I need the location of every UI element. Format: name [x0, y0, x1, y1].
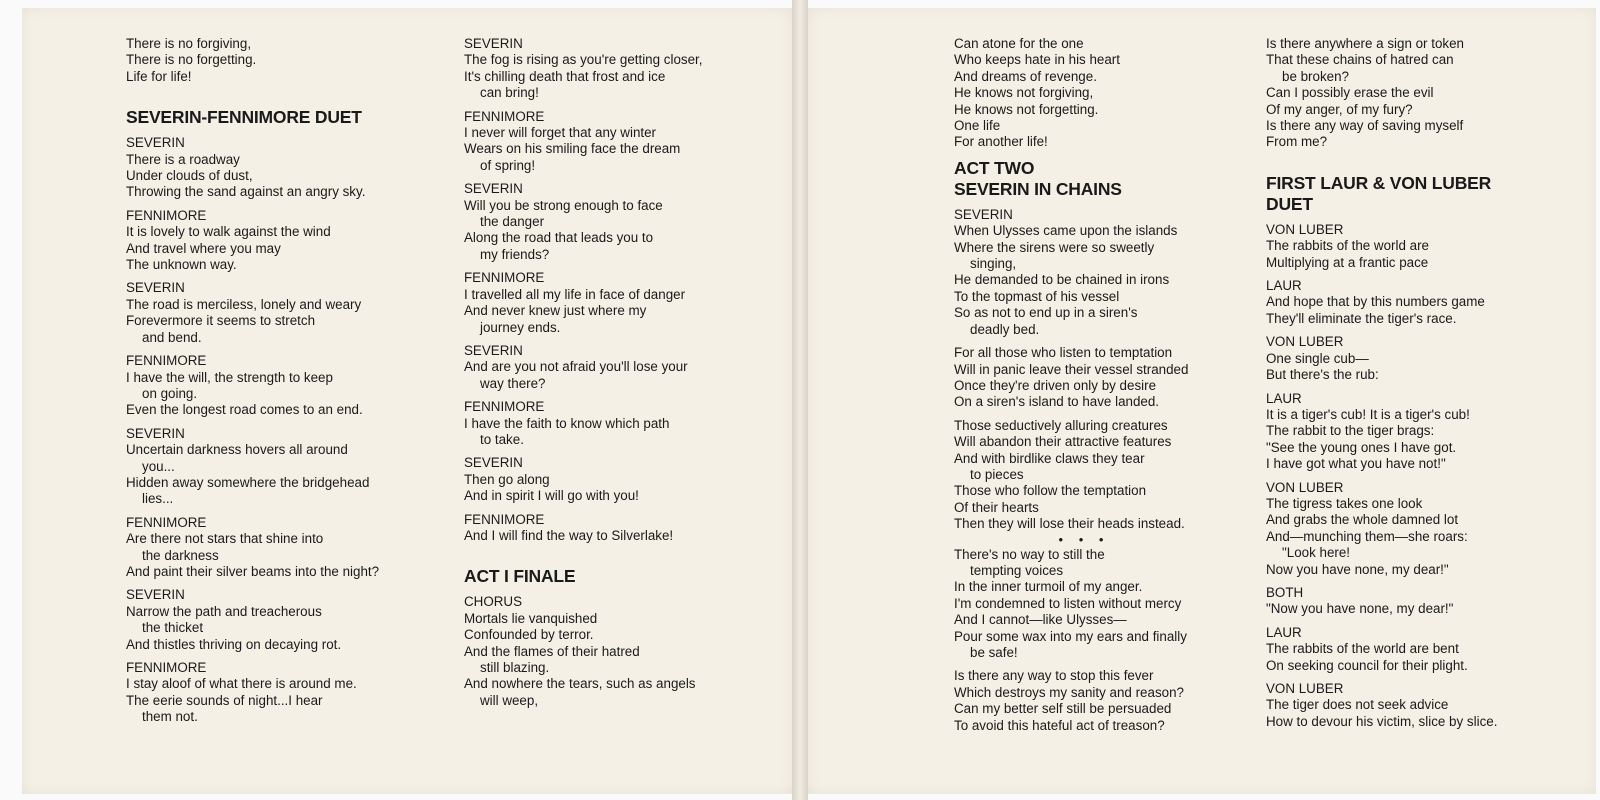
lyric-line: SEVERIN	[464, 455, 523, 471]
lyric-line: "See the young ones I have got.	[1266, 439, 1457, 455]
lyric-line: be safe!	[970, 645, 1018, 660]
lyric-line: And paint their silver beams into the night?	[126, 563, 380, 579]
lyric-line: Hidden away somewhere the bridgehead	[126, 474, 370, 490]
lyric-line: Which destroys my sanity and reason?	[954, 684, 1184, 700]
lyric-line: Mortals lie vanquished	[464, 610, 598, 626]
lyric-line: Life for life!	[126, 68, 192, 84]
lyric-line: Who keeps hate in his heart	[954, 52, 1120, 68]
lyric-line: the danger	[480, 214, 545, 230]
lyric-line: Is there any way of saving myself	[1266, 118, 1464, 134]
lyric-line: and bend.	[142, 329, 202, 345]
lyric-line: So as not to end up in a siren's	[954, 305, 1138, 321]
lyrics-column-2	[464, 36, 784, 709]
lyric-line: Is there anywhere a sign or token	[1266, 36, 1464, 51]
lyric-line: LAUR	[1266, 278, 1302, 294]
lyric-line: singing,	[970, 256, 1017, 272]
lyrics-column-1	[126, 36, 446, 726]
lyric-line: It's chilling death that frost and ice	[464, 68, 666, 84]
lyric-line: But there's the rub:	[1266, 367, 1379, 383]
lyric-line: For all those who listen to temptation	[954, 345, 1173, 361]
lyric-line: On a siren's island to have landed.	[954, 394, 1160, 410]
lyric-line: the thicket	[142, 620, 204, 636]
lyric-line: Then go along	[464, 471, 550, 487]
lyric-line: And I will find the way to Silverlake!	[464, 527, 674, 543]
lyric-line: The fog is rising as you're getting closer,	[464, 52, 703, 68]
lyric-line: And travel where you may	[126, 240, 281, 256]
lyric-line: It is a tiger's cub! It is a tiger's cub!	[1266, 406, 1470, 422]
lyric-line: And I cannot—like Ulysses—	[954, 612, 1127, 628]
lyric-line: Then they will lose their heads instead.	[954, 516, 1185, 532]
lyric-line: BOTH	[1266, 584, 1304, 600]
lyric-line: FENNIMORE	[464, 511, 545, 527]
lyric-line: VON LUBER	[1266, 479, 1344, 495]
lyric-line: tempting voices	[970, 562, 1064, 578]
lyric-line: SEVERIN	[126, 425, 185, 441]
lyric-line: They'll eliminate the tiger's race.	[1266, 310, 1457, 326]
lyric-line: Can my better self still be persuaded	[954, 701, 1172, 717]
lyric-line: "Look here!	[1282, 545, 1351, 561]
lyric-line: FENNIMORE	[464, 399, 545, 415]
lyric-line: There's no way to still the	[954, 546, 1105, 562]
lyric-line: FENNIMORE	[126, 660, 207, 675]
lyric-line: Will in panic leave their vessel stranded	[954, 361, 1189, 377]
lyric-line: And never knew just where my	[464, 303, 647, 319]
lyric-line: CHORUS	[464, 594, 523, 610]
lyric-line: Even the longest road comes to an end.	[126, 402, 363, 418]
lyric-line: on going.	[142, 385, 198, 401]
lyric-line: Where the sirens were so sweetly	[954, 239, 1155, 255]
lyric-line: When Ulysses came upon the islands	[954, 223, 1178, 239]
lyric-line: Will abandon their attractive features	[954, 434, 1172, 450]
lyric-line: There is no forgetting.	[126, 52, 257, 68]
lyrics-column-3	[954, 36, 1254, 734]
lyric-line: Uncertain darkness hovers all around	[126, 442, 348, 458]
lyric-line: of spring!	[480, 157, 536, 173]
lyric-line: journey ends.	[480, 319, 561, 335]
lyric-line: Those who follow the temptation	[954, 483, 1147, 499]
lyric-line: the darkness	[142, 547, 219, 563]
lyric-line: way there?	[480, 375, 546, 391]
lyric-line: The rabbits of the world are	[1266, 238, 1430, 254]
lyric-line: To avoid this hateful act of treason?	[954, 717, 1165, 733]
lyric-line: I have the faith to know which path	[464, 415, 670, 431]
lyric-line: Multiplying at a frantic pace	[1266, 254, 1429, 270]
lyric-line: to take.	[480, 431, 524, 447]
lyric-line: Of my anger, of my fury?	[1266, 101, 1413, 117]
lyric-line: FENNIMORE	[126, 353, 207, 369]
lyric-line: SEVERIN	[126, 280, 185, 296]
lyric-line: SEVERIN	[954, 206, 1013, 222]
lyric-line: One life	[954, 118, 1001, 134]
lyric-line: deadly bed.	[970, 321, 1040, 337]
lyric-line: "Now you have none, my dear!"	[1266, 601, 1454, 617]
lyric-line: SEVERIN	[126, 587, 185, 603]
lyric-line: On seeking council for their plight.	[1266, 657, 1468, 673]
lyric-line: And—munching them—she roars:	[1266, 528, 1468, 544]
lyric-line: He knows not forgiving,	[954, 85, 1094, 101]
lyric-line: VON LUBER	[1266, 221, 1344, 237]
lyric-line: FENNIMORE	[126, 207, 207, 223]
section-divider: • • •	[1058, 531, 1110, 547]
lyric-line: The road is merciless, lonely and weary	[126, 296, 362, 312]
lyric-line: them not.	[142, 709, 198, 725]
lyric-line: to pieces	[970, 466, 1024, 482]
lyric-line: For another life!	[954, 134, 1048, 150]
lyric-line: Narrow the path and treacherous	[126, 603, 322, 619]
book-gutter	[792, 0, 808, 800]
lyric-line: LAUR	[1266, 390, 1302, 406]
section-heading: ACT I FINALE	[464, 566, 576, 587]
lyric-line: Wears on his smiling face the dream	[464, 141, 681, 157]
section-heading: FIRST LAUR & VON LUBER	[1266, 172, 1492, 193]
lyric-line: Will you be strong enough to face	[464, 197, 663, 213]
lyric-line: Under clouds of dust,	[126, 168, 253, 184]
lyric-line: I have got what you have not!"	[1266, 456, 1446, 472]
lyric-line: FENNIMORE	[126, 514, 207, 530]
lyric-line: Pour some wax into my ears and finally	[954, 628, 1187, 644]
lyric-line: LAUR	[1266, 624, 1302, 640]
lyric-line: SEVERIN	[126, 135, 185, 151]
lyric-line: One single cub—	[1266, 350, 1369, 366]
lyric-line: In the inner turmoil of my anger.	[954, 579, 1143, 595]
lyric-line: That these chains of hatred can	[1266, 52, 1454, 68]
lyric-line: The eerie sounds of night...I hear	[126, 692, 323, 708]
lyric-line: Throwing the sand against an angry sky.	[126, 184, 366, 200]
lyric-line: He knows not forgetting.	[954, 101, 1099, 117]
lyric-line: Can I possibly erase the evil	[1266, 85, 1434, 101]
lyric-line: Once they're driven only by desire	[954, 377, 1157, 393]
lyric-line: will weep,	[480, 692, 539, 708]
section-heading: SEVERIN IN CHAINS	[954, 178, 1122, 199]
lyric-line: The rabbits of the world are bent	[1266, 641, 1459, 657]
lyric-line: From me?	[1266, 134, 1328, 150]
lyric-line: And are you not afraid you'll lose your	[464, 359, 688, 375]
lyric-line: And the flames of their hatred	[464, 643, 640, 659]
lyric-line: VON LUBER	[1266, 334, 1344, 350]
lyric-line: There is a roadway	[126, 151, 240, 167]
lyric-line: Along the road that leads you to	[464, 230, 654, 246]
lyric-line: SEVERIN	[464, 181, 523, 197]
lyric-line: The unknown way.	[126, 257, 237, 273]
lyric-line: SEVERIN	[464, 36, 523, 51]
lyric-line: Confounded by terror.	[464, 627, 594, 643]
lyric-line: To the topmast of his vessel	[954, 288, 1120, 304]
lyric-line: There is no forgiving,	[126, 36, 252, 51]
lyrics-column-4	[1266, 36, 1566, 730]
lyric-line: lies...	[142, 491, 174, 507]
lyric-line: I travelled all my life in face of danger	[464, 286, 686, 302]
lyric-line: He demanded to be chained in irons	[954, 272, 1170, 288]
lyric-line: Those seductively alluring creatures	[954, 417, 1168, 433]
lyric-line: And thistles thriving on decaying rot.	[126, 636, 342, 652]
section-heading: ACT TWO	[954, 157, 1035, 178]
lyric-line: SEVERIN	[464, 342, 523, 358]
lyric-line: you...	[142, 458, 175, 474]
lyric-line: VON LUBER	[1266, 681, 1344, 696]
lyric-line: I stay aloof of what there is around me.	[126, 676, 357, 692]
lyric-line: Now you have none, my dear!"	[1266, 561, 1449, 577]
lyric-line: And nowhere the tears, such as angels	[464, 676, 696, 692]
lyric-line: still blazing.	[480, 660, 550, 675]
lyric-line: The tiger does not seek advice	[1266, 697, 1449, 713]
lyric-line: Is there any way to stop this fever	[954, 668, 1154, 684]
lyric-line: Of their hearts	[954, 499, 1039, 515]
lyric-line: can bring!	[480, 85, 539, 101]
lyric-line: The rabbit to the tiger brags:	[1266, 423, 1435, 439]
lyric-line: How to devour his victim, slice by slice.	[1266, 713, 1498, 729]
lyric-line: FENNIMORE	[464, 108, 545, 124]
lyric-line: FENNIMORE	[464, 270, 545, 286]
lyric-line: And with birdlike claws they tear	[954, 450, 1145, 466]
lyric-line: I'm condemned to listen without mercy	[954, 595, 1182, 611]
lyric-line: Are there not stars that shine into	[126, 531, 324, 547]
lyric-line: Can atone for the one	[954, 36, 1084, 51]
lyric-line: And in spirit I will go with you!	[464, 488, 639, 504]
lyric-line: It is lovely to walk against the wind	[126, 224, 331, 240]
lyric-line: And hope that by this numbers game	[1266, 294, 1485, 310]
lyric-line: Forevermore it seems to stretch	[126, 313, 316, 329]
lyric-line: be broken?	[1282, 68, 1350, 84]
lyric-line: I never will forget that any winter	[464, 125, 657, 141]
lyric-line: The tigress takes one look	[1266, 495, 1423, 511]
lyric-line: And grabs the whole damned lot	[1266, 512, 1459, 528]
section-heading: DUET	[1266, 193, 1313, 214]
section-heading: SEVERIN-FENNIMORE DUET	[126, 107, 362, 128]
lyric-line: I have the will, the strength to keep	[126, 369, 333, 385]
lyric-line: And dreams of revenge.	[954, 68, 1097, 84]
lyric-line: my friends?	[480, 246, 550, 262]
